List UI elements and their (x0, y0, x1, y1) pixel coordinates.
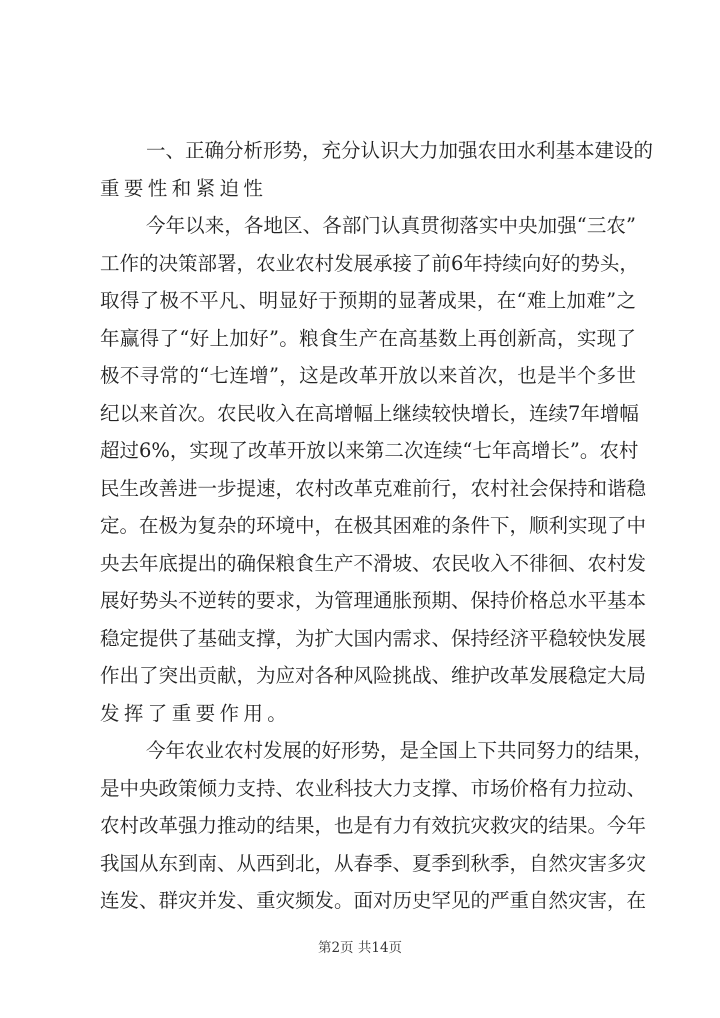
text-line: 作出了突出贡献，为应对各种风险挑战、维护改革发展稳定大局 (100, 664, 647, 687)
text-line: 是中央政策倾力支持、农业科技大力支撑、市场价格有力拉动、 (100, 776, 647, 800)
page-number-footer: 第2页 共14页 (317, 940, 403, 956)
text-line: 连发、群灾并发、重灾频发。面对历史罕见的严重自然灾害，在 (100, 889, 647, 912)
text-line: 央去年底提出的确保粮食生产不滑坡、农民收入不徘徊、农村发 (100, 551, 647, 575)
text-line: 我国从东到南、从西到北，从春季、夏季到秋季，自然灾害多灾 (100, 851, 647, 875)
text-line: 一、正确分析形势，充分认识大力加强农田水利基本建设的 (146, 139, 654, 162)
text-line: 年赢得了“好上加好”。粮食生产在高基数上再创新高，实现了 (100, 326, 636, 350)
paragraph-1 (100, 207, 647, 732)
text-line: 今年以来，各地区、各部门认真贯彻落实中央加强“三农” (146, 214, 636, 237)
text-line: 稳定提供了基础支撑，为扩大国内需求、保持经济平稳较快发展 (100, 626, 647, 650)
text-line: 今年农业农村发展的好形势，是全国上下共同努力的结果， (146, 739, 654, 762)
document-page (100, 132, 654, 920)
text-line: 民生改善进一步提速，农村改革克难前行，农村社会保持和谐稳 (100, 476, 647, 500)
paragraph-2 (100, 732, 654, 920)
text-line: 工作的决策部署，农业农村发展承接了前6年持续向好的势头， (100, 251, 639, 275)
section-heading (100, 132, 654, 207)
text-line: 发挥了重要作用。 (100, 701, 292, 725)
text-line: 纪以来首次。农民收入在高增幅上继续较快增长，连续7年增幅 (100, 401, 639, 425)
text-line: 取得了极不平凡、明显好于预期的显著成果，在“难上加难”之 (100, 289, 636, 312)
text-line: 超过6%，实现了改革开放以来第二次连续“七年高增长”。农村 (100, 439, 639, 462)
text-line: 定。在极为复杂的环境中，在极其困难的条件下，顺利实现了中 (100, 514, 647, 537)
text-line: 展好势头不逆转的要求，为管理通胀预期、保持价格总水平基本 (100, 589, 647, 612)
text-line: 农村改革强力推动的结果，也是有力有效抗灾救灾的结果。今年 (100, 814, 647, 837)
text-line: 极不寻常的“七连增”，这是改革开放以来首次，也是半个多世 (100, 364, 636, 387)
text-line: 重要性和紧迫性 (100, 176, 268, 200)
